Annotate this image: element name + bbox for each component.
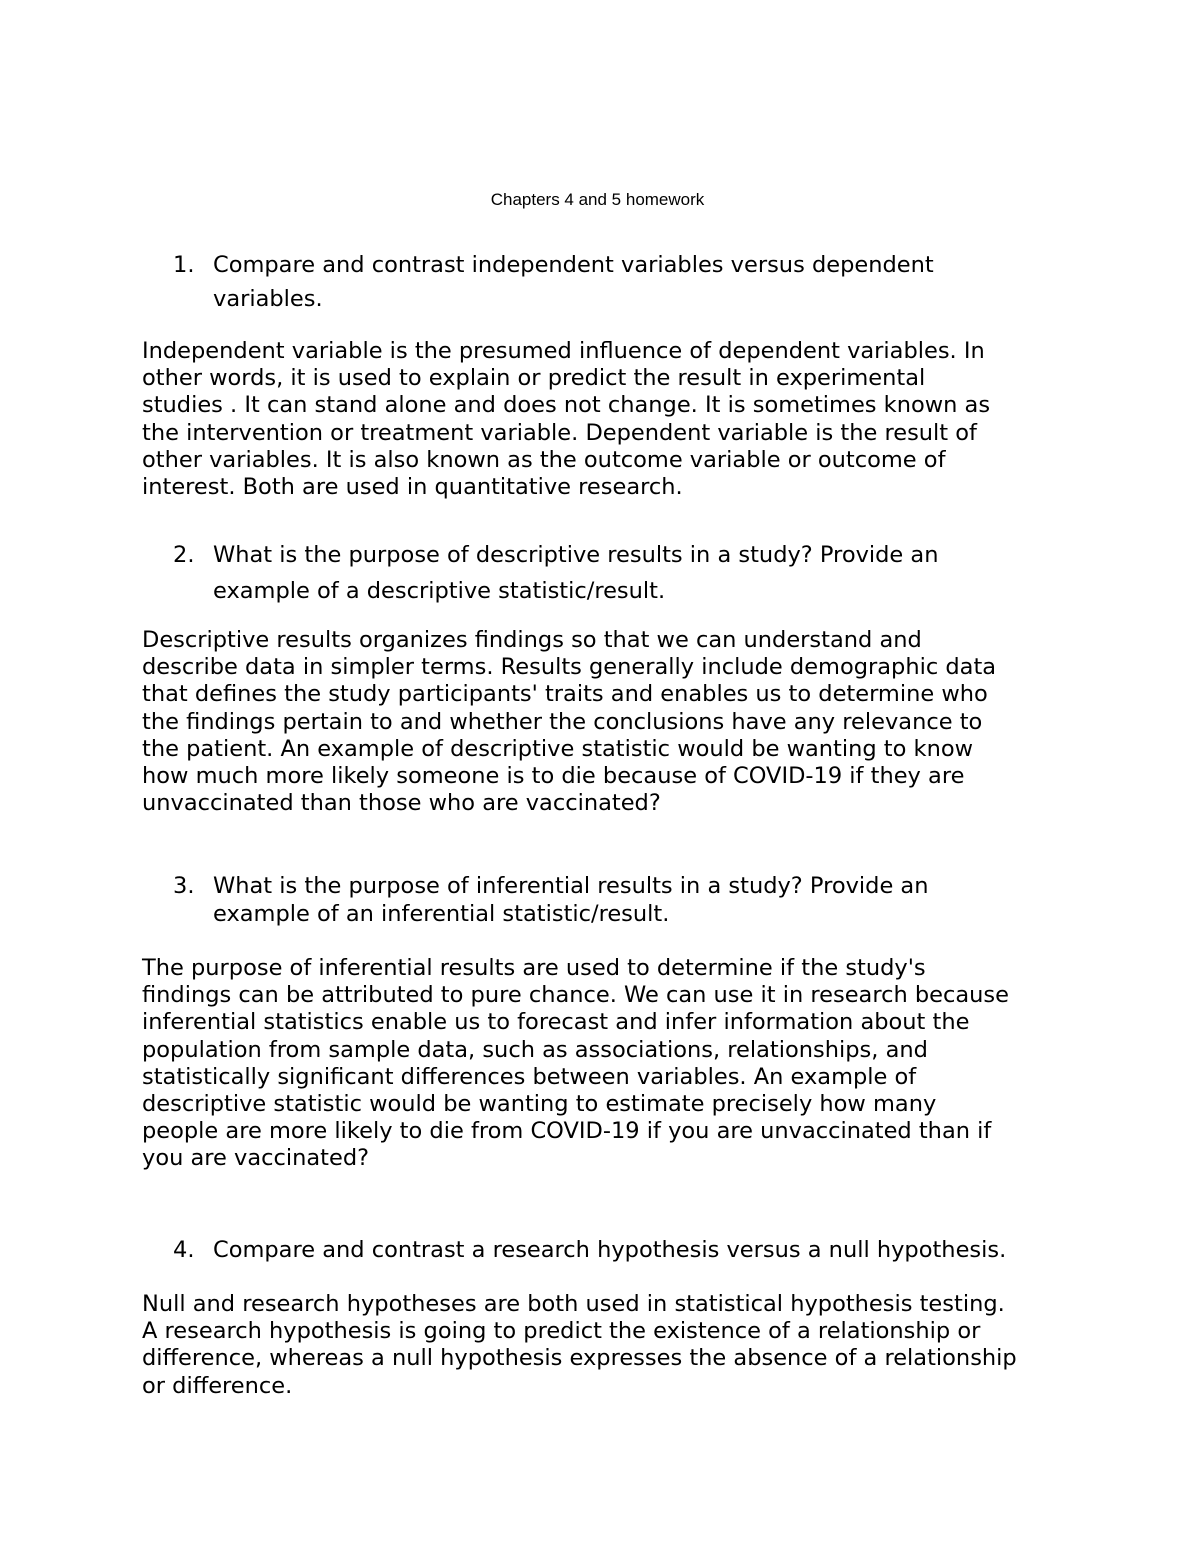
question-number: 2.: [173, 542, 195, 568]
question-text: Compare and contrast independent variables versus dependent variables.: [213, 252, 934, 312]
answer-2: Descriptive results organizes findings so that we can understand and describe data in simpler terms. Results generally include demographic data that defines the study participants' traits and enables us to determine who the findings pertain to and whether the conclusions have any relevance to the patient. An example of descriptive statistic would be wanting to know how much more likely someone is to die because of COVID-19 if they are unvaccinated than those who are vaccinated?: [142, 627, 997, 817]
question-number: 1.: [173, 252, 195, 278]
question-text: What is the purpose of inferential results in a study? Provide an example of an inferential statistic/result.: [213, 873, 929, 927]
question-text: Compare and contrast a research hypothesis versus a null hypothesis.: [213, 1237, 1007, 1263]
answer-3: The purpose of inferential results are used to determine if the study's findings can be attributed to pure chance. We can use it in research because inferential statistics enable us to forecast and infer information about the population from sample data, such as associations, relationships, and statistically significant differences between variables. An example of descriptive statistic would be wanting to estimate precisely how many people are more likely to die from COVID-19 if you are unvaccinated than if you are vaccinated?: [142, 955, 1009, 1172]
question-number: 3.: [173, 873, 195, 899]
question-text: What is the purpose of descriptive results in a study? Provide an example of a descriptive statistic/result.: [213, 542, 939, 604]
answer-1: Independent variable is the presumed influence of dependent variables. In other words, it is used to explain or predict the result in experimental studies . It can stand alone and does not change. It is sometimes known as the intervention or treatment variable. Dependent variable is the result of other variables. It is also known as the outcome variable or outcome of interest. Both are used in quantitative research.: [142, 338, 991, 501]
question-number: 4.: [173, 1237, 195, 1263]
answer-4: Null and research hypotheses are both used in statistical hypothesis testing. A research hypothesis is going to predict the existence of a relationship or difference, whereas a null hypothesis expresses the absence of a relationship or difference.: [142, 1291, 1017, 1399]
document-title: Chapters 4 and 5 homework: [490, 190, 705, 209]
